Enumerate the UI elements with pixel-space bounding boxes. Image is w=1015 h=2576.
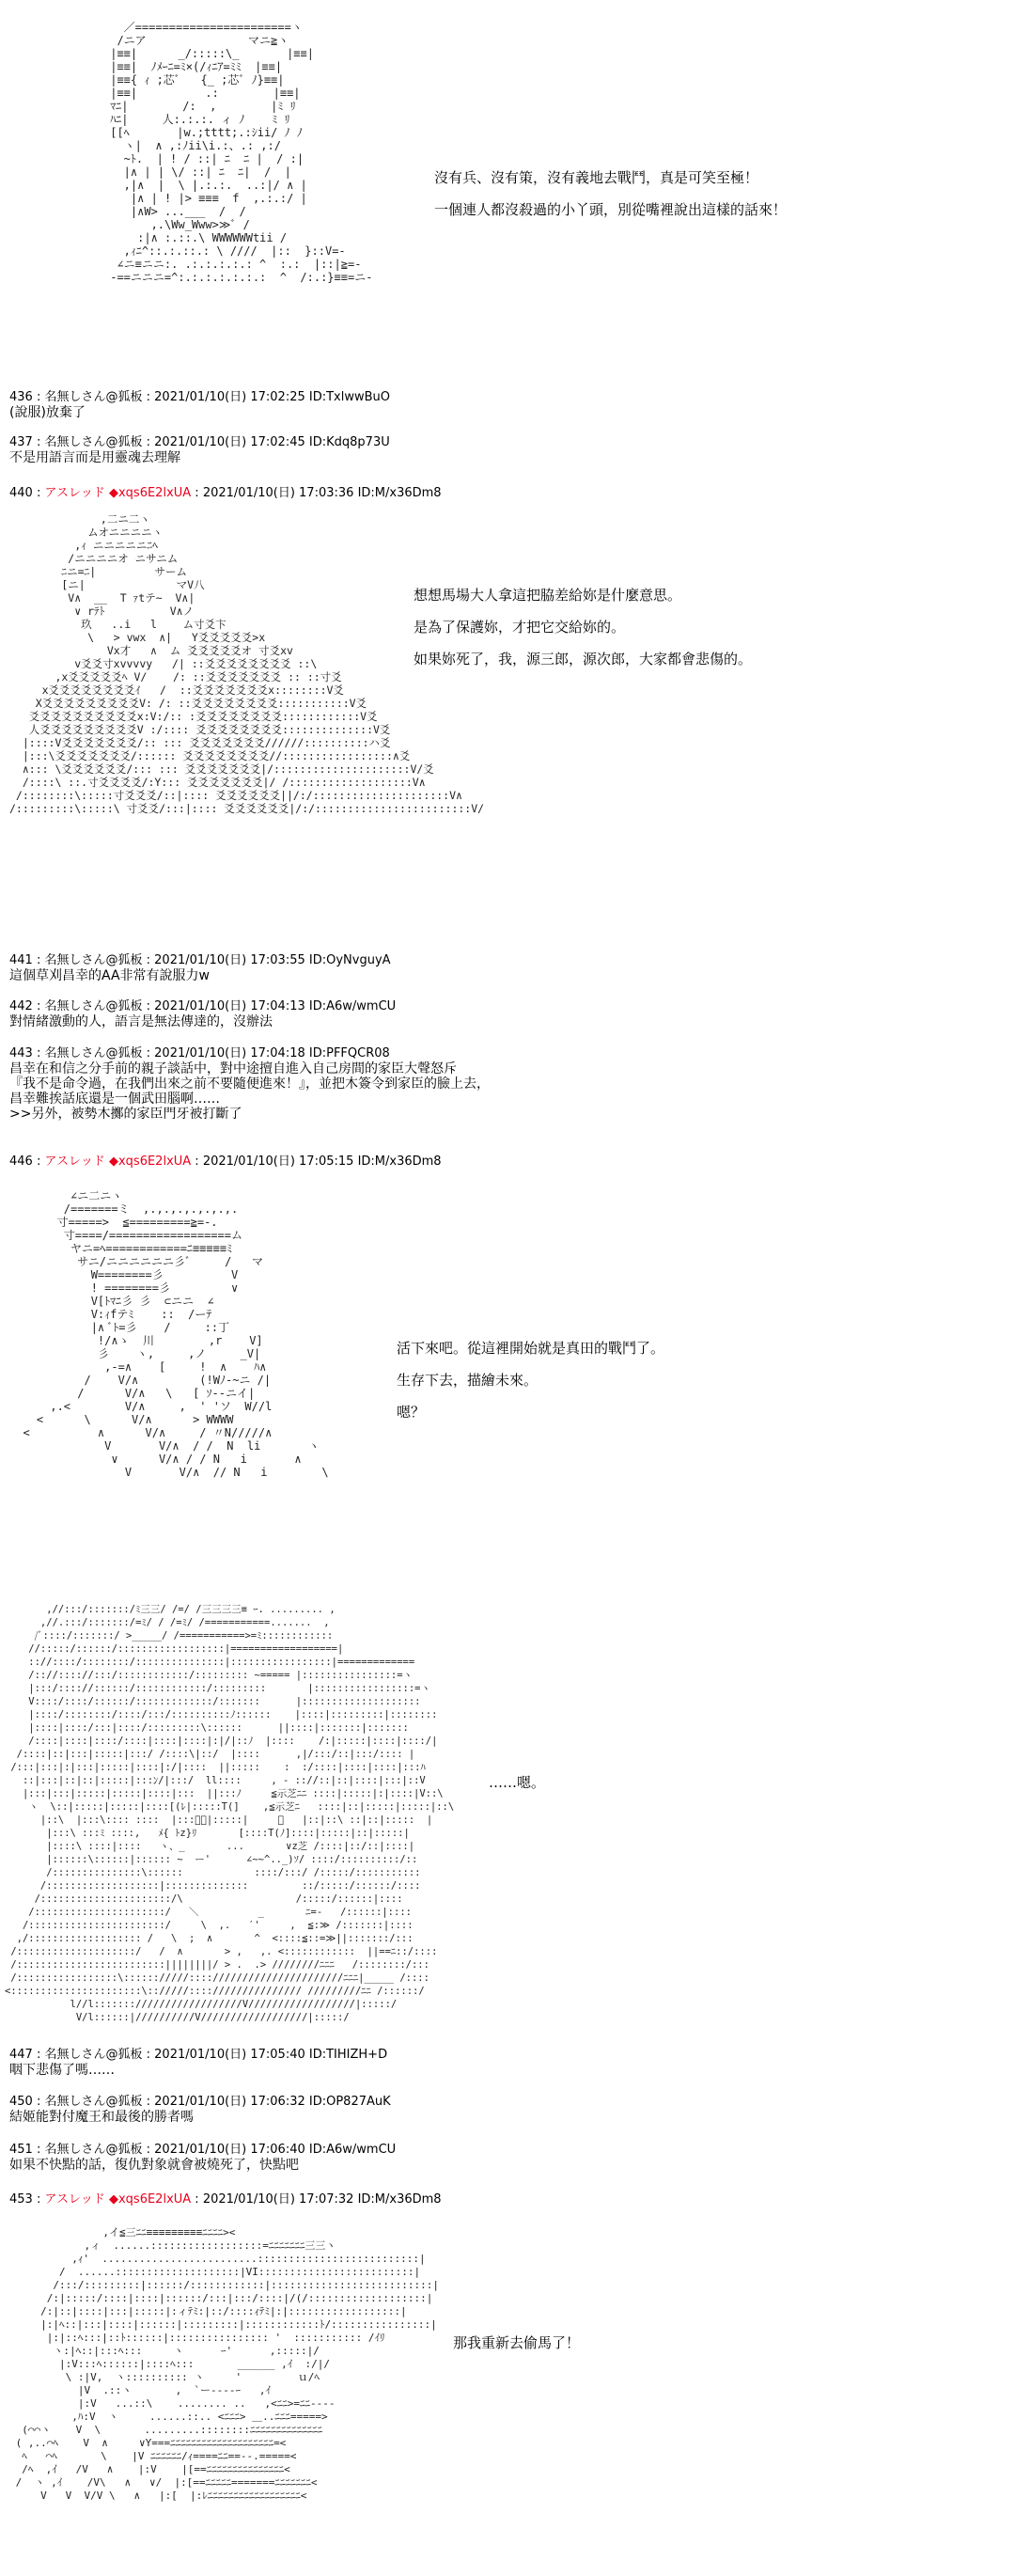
post-header: 443 : 名無しさん@狐板 : 2021/01/10(日) 17:04:18 ID:PFFQCR08 bbox=[9, 1046, 390, 1060]
post-id: ID:M/x36Dm8 bbox=[357, 486, 442, 500]
post-header: 440 : アスレッド ◆xqs6E2lxUA : 2021/01/10(日) 17:03:36 ID:M/x36Dm8 bbox=[9, 486, 442, 500]
art-line: ∠ニ≡ニニ:. .:.:.:.:.: ^ :.: |::|≧=- bbox=[103, 258, 362, 271]
post-body bbox=[9, 968, 391, 983]
art-line: |:V:::ﾍ::::::|::::ﾍ::: ______ ,ｲ :/|/ bbox=[9, 2358, 331, 2370]
art-line: |::::\ ::::|:::: ヽ、_ ... ∨z芝 /::::|::/::|::::| bbox=[5, 1841, 415, 1852]
post-id: ID:TIHIZH+D bbox=[308, 2048, 388, 2062]
speech-line: 沒有兵、沒有策，沒有義地去戰鬥，真是可笑至極！ bbox=[434, 169, 759, 186]
post-header: 441 : 名無しさん@狐板 : 2021/01/10(日) 17:03:55 ID:OyNvguyA bbox=[9, 953, 391, 967]
art-line: W========彡 V bbox=[9, 1268, 239, 1281]
post-name: 名無しさん@狐板 bbox=[44, 1046, 143, 1060]
art-line: /:::::::::::::::\:::::: ::::/:::/ /:::::/::::::::::: bbox=[5, 1867, 421, 1878]
art-line: ∨ V/∧ / / N i ∧ bbox=[9, 1453, 302, 1466]
art-line: /::::::::::::::::::::::/ ＼ _ ﾆ=- /::::::|:::: bbox=[5, 1907, 412, 1918]
art-line: /::::|::|:::|:::::|:::/ /::::\|::/ |:::: ,|/:::/::|:::/:::: | bbox=[5, 1749, 427, 1760]
art-line: ,ｨ' .........................::::::::::::::::::::::::::| bbox=[9, 2253, 426, 2265]
post-body bbox=[9, 450, 390, 465]
art-line: |V .::ヽ , `ー‐---ｰ ,ｲ bbox=[9, 2384, 272, 2396]
art-line: |∧W> ...___ / / bbox=[103, 205, 246, 218]
post-body bbox=[9, 1061, 490, 1122]
post-body bbox=[9, 2110, 391, 2125]
post-body-line: 如果不快點的話，復仇對象就會被燒死了，快點吧 bbox=[9, 2158, 299, 2173]
post-body-line: 這個草刈昌幸的AA非常有說服力w bbox=[9, 968, 210, 983]
art-line: /:::::::::\:::::\ 寸爻爻/:::|:::: 爻爻爻爻爻爻|/:/::::::::::::::::::::::::V/ bbox=[9, 802, 485, 815]
speech-line: 生存下去，描繪未來。 bbox=[397, 1372, 539, 1389]
art-line: ∠ニ二ニヽ bbox=[9, 1189, 123, 1202]
post-442 bbox=[9, 999, 396, 1029]
speech-scene-3 bbox=[397, 1338, 664, 1434]
ascii-art-scene-3 bbox=[9, 1189, 404, 1565]
art-line: \ > vwx ∧| Y爻爻爻爻爻>x bbox=[9, 631, 266, 644]
post-date: 2021/01/10(日) 17:04:18 bbox=[154, 1046, 305, 1060]
art-line: V::::/::::/::::::/:::::::::::::/::::::: |:::::::::::::::::::: bbox=[5, 1696, 421, 1707]
art-line: <::::::::::::::::::::::\:://///:::://///////////// /////////ﾆﾆ /::::::/ bbox=[5, 1986, 425, 1997]
post-number: 447 bbox=[9, 2048, 33, 2062]
art-line: /ﾍ ,ｲ /V ∧ |:V |[==ﾆﾆﾆﾆﾆﾆﾆﾆﾆﾆﾆﾆﾆﾆﾆ< bbox=[9, 2463, 290, 2475]
art-line: V V V/V \ ∧ |:[ |:ﾚﾆﾆﾆﾆﾆﾆﾆﾆﾆﾆﾆﾆﾆﾆﾆﾆﾆﾆ< bbox=[9, 2490, 307, 2502]
post-name: 名無しさん@狐板 bbox=[44, 435, 143, 449]
post-447 bbox=[9, 2048, 387, 2078]
art-line: V:ｨfテﾐ :: /ーﾃ bbox=[9, 1308, 212, 1321]
post-id: ID:OP827AuK bbox=[308, 2095, 391, 2109]
art-line: X爻爻爻爻爻爻爻爻爻V: /: ::爻爻爻爻爻爻爻爻:::::::::::V爻 bbox=[9, 697, 367, 710]
art-line: [ニ| マV八 bbox=[9, 578, 205, 591]
art-line: |::\ |:::\:::: :::: |:::ﾟﾞ|:::::| ＾ |::|::\ ::|::|::::: | bbox=[5, 1814, 433, 1826]
art-line: < \ V/∧ > WWWW bbox=[9, 1413, 234, 1426]
art-line: / ヽ ,ｲ /V\ ∧ ∨/ |:[==ﾆﾆﾆﾆﾆ=======ﾆﾆﾆﾆﾆﾆﾆ< bbox=[9, 2476, 318, 2489]
art-line: ,//.:::/:::::::/=ﾐ/ / /=ﾐ/ /===========....... , bbox=[5, 1617, 330, 1628]
speech-line: 如果妳死了，我，源三郎，源次郎，大家都會悲傷的。 bbox=[414, 651, 753, 668]
art-line: :://::::/::::::::/:::::::::::::::|:::::::::::::::::|============= bbox=[5, 1657, 415, 1668]
art-line: ::|:::|::|::|:::::|:::ﾝ/|:::/ ll:::: , - :://::|::|::::|:::|::V bbox=[5, 1775, 426, 1786]
art-line: ∨ rﾃﾄ V∧ノ bbox=[9, 605, 195, 618]
post-body bbox=[9, 1014, 396, 1029]
post-body bbox=[9, 2063, 387, 2078]
post-header: 437 : 名無しさん@狐板 : 2021/01/10(日) 17:02:45 ID:Kdq8p73U bbox=[9, 435, 390, 449]
post-date: 2021/01/10(日) 17:05:40 bbox=[154, 2048, 305, 2062]
art-line: V V/∧ / / N li ヽ bbox=[9, 1439, 320, 1453]
art-line: ,ﾊ:V ヽ ......::.. <ﾆﾆﾆ> ＿..ﾆﾆﾆ=====> bbox=[9, 2411, 328, 2423]
post-body-line: 昌幸難挨話底還是一個武田腦啊…… bbox=[9, 1092, 220, 1107]
speech-line: 一個連人都沒殺過的小丫頭，別從嘴裡說出這樣的話來！ bbox=[434, 201, 788, 218]
art-line: ,x爻爻爻爻爻ﾍ V/ /: ::爻爻爻爻爻爻爻 :: ::寸爻 bbox=[9, 670, 342, 683]
art-line: l//l::::::://////////////////V//////////////////|:::::/ bbox=[5, 1999, 409, 2010]
art-line: /ニア マニ≧ヽ bbox=[103, 34, 289, 47]
post-name: アスレッド bbox=[44, 486, 105, 500]
art-line: ! ========彡 ∨ bbox=[9, 1281, 239, 1295]
post-body-line: (說服)放棄了 bbox=[9, 405, 86, 420]
speech-line: 那我重新去偷馬了！ bbox=[453, 2334, 581, 2351]
art-line: 彡 ヽ, ,ノ _V| bbox=[9, 1347, 261, 1360]
art-line: /:::::::::::::::::::::::/ \ ,. ′' , ≦:≫ /:::::::|:::: bbox=[5, 1920, 414, 1931]
post-date: 2021/01/10(日) 17:06:40 bbox=[154, 2143, 305, 2157]
post-id: ID:PFFQCR08 bbox=[308, 1046, 390, 1060]
art-line: /:://:::://:::/::::::::::::/::::::::: ~===== |::::::::::::::::=ヽ bbox=[5, 1670, 414, 1681]
post-id: ID:TxlwwBuO bbox=[308, 390, 391, 404]
post-trip: ◆xqs6E2lxUA bbox=[108, 2192, 192, 2207]
art-line: |∧ ﾞﾄ=彡 / ::丁 bbox=[9, 1321, 230, 1334]
art-line: /::::::::\:::::寸爻爻爻/::|:::: 爻爻爻爻爻爻||/:/:::::::::::::::::::::V∧ bbox=[9, 789, 462, 802]
post-date: 2021/01/10(日) 17:04:13 bbox=[154, 999, 305, 1013]
post-443 bbox=[9, 1046, 490, 1122]
art-line: ,ｨ ニニニニニﾆﾍ bbox=[9, 539, 158, 552]
post-446 bbox=[9, 1154, 442, 1170]
post-451 bbox=[9, 2143, 396, 2173]
post-name: 名無しさん@狐板 bbox=[44, 2095, 143, 2109]
art-line: !/∧ゝ 川 ,r V] bbox=[9, 1334, 263, 1347]
post-number: 453 bbox=[9, 2192, 33, 2207]
post-date: 2021/01/10(日) 17:05:15 bbox=[202, 1154, 354, 1169]
art-line: ,ィ ......::::::::::::::::::=ﾆﾆﾆﾆﾆﾆﾆ三三ヽ bbox=[9, 2239, 336, 2252]
post-body bbox=[9, 405, 390, 420]
post-name: 名無しさん@狐板 bbox=[44, 999, 143, 1013]
post-date: 2021/01/10(日) 17:03:55 bbox=[154, 953, 305, 967]
art-line: ,ｨﾆ^::.:.::.: \ //// |:: }::V=- bbox=[103, 244, 346, 258]
post-body-line: 昌幸在和信之分手前的親子談話中，對中途擅自進入自己房間的家臣大聲怒斥 bbox=[9, 1061, 457, 1076]
post-number: 442 bbox=[9, 999, 33, 1013]
art-line: |≡≡| ﾉﾒｰﾆ=ﾐ×(/ｨﾆｱ=ﾐﾐ |≡≡| bbox=[103, 60, 283, 73]
art-line: |:::\爻爻爻爻爻爻爻/:::::: 爻爻爻爻爻爻爻爻//:::::::::::::::::∧爻 bbox=[9, 749, 411, 762]
art-line: |∧ | ! |> ≡≡≡ f ,.:.:/ | bbox=[103, 192, 307, 205]
art-line: /ニニニニオ ニサニム bbox=[9, 552, 179, 565]
art-line: /:::|:::|:|:::|:::::|::::|:/|:::: ||::::: : :/::::|::::|::::|:::ﾊ bbox=[5, 1762, 426, 1773]
art-line: /::::::::::::::::::::::/\ /:::::/::::::|:::: bbox=[5, 1893, 403, 1905]
speech-scene-1 bbox=[434, 167, 787, 231]
post-header: 447 : 名無しさん@狐板 : 2021/01/10(日) 17:05:40 ID:TIHIZH+D bbox=[9, 2048, 388, 2062]
art-line: ﾏﾆ| /: , |ﾐ ﾘ bbox=[103, 100, 296, 113]
post-body-line: 不是用語言而是用靈魂去理解 bbox=[9, 450, 180, 465]
art-line: /:|:::::/::::|::::|::::::/:::|:::/::::|/(/:::::::::::::::::::| bbox=[9, 2292, 433, 2304]
art-line: /::::|::::|::::/::::|::::|::::|:|/|::ﾉ |:::: /:|:::::|::::|::::/| bbox=[5, 1736, 438, 1747]
post-450 bbox=[9, 2095, 391, 2125]
art-line: |::::V爻爻爻爻爻爻爻/:: ::: 爻爻爻爻爻爻爻//////::::::::::ハ爻 bbox=[9, 736, 391, 749]
post-date: 2021/01/10(日) 17:02:25 bbox=[154, 390, 305, 404]
art-line: ﾆニ=ﾆ| サーム bbox=[9, 565, 188, 578]
post-date: 2021/01/10(日) 17:06:32 bbox=[154, 2095, 305, 2109]
art-line: x爻爻爻爻爻爻爻爻ｲ / ::爻爻爻爻爻爻爻x::::::::V爻 bbox=[9, 683, 344, 697]
art-line: < ∧ V/∧ / 〃N/////∧ bbox=[9, 1426, 273, 1439]
post-number: 437 bbox=[9, 435, 33, 449]
art-line: Vx才 ∧ ム 爻爻爻爻爻オ 寸爻xv bbox=[9, 644, 293, 657]
art-line: /::::\ ::.寸爻爻爻爻/:Y::: 爻爻爻爻爻爻爻|/ /:::::::::::::::::::V∧ bbox=[9, 776, 426, 789]
post-number: 451 bbox=[9, 2143, 33, 2157]
post-id: ID:Kdq8p73U bbox=[308, 435, 390, 449]
art-line: (⌒⌒ヽ V \ .........::::::::ﾆﾆﾆﾆﾆﾆﾆﾆﾆﾆﾆﾆﾆﾆ bbox=[9, 2424, 323, 2436]
post-body-line: 結姬能對付魔王和最後的勝者嗎 bbox=[9, 2110, 194, 2125]
art-line: ヽ:|ﾍ::|:::ﾍ::: ヽ ｰ' ,:::::|/ bbox=[9, 2345, 320, 2357]
post-trip: ◆xqs6E2lxUA bbox=[108, 1154, 192, 1169]
post-body-line: 『我不是命令過，在我們出來之前不要隨便進來！』，並把木簽令到家臣的臉上去， bbox=[9, 1076, 490, 1092]
art-line: V∧ __ T ｧtテ~ V∧| bbox=[9, 591, 195, 605]
art-line: ,//:::/:::::::/ﾐ三三/ /=/ /三三三三≡ ｰ. ......... , bbox=[5, 1604, 336, 1615]
post-body-line: 對情緒激動的人，語言是無法傳達的，沒辦法 bbox=[9, 1014, 273, 1029]
art-line: |::::|::::/:::|::::/:::::::::\:::::: ||::::|:::::::|::::::: bbox=[5, 1722, 409, 1734]
post-number: 441 bbox=[9, 953, 33, 967]
art-line: |:V ...::\ ........ .. ,<ﾆﾆ>=ﾆﾆ---- bbox=[9, 2397, 336, 2410]
art-line: / ......::::::::::::::::::::|VI:::::::::::::::::::::::::| bbox=[9, 2266, 421, 2278]
post-436 bbox=[9, 390, 390, 420]
art-line: ヤニ=ﾍ============ﾆ≡≡≡≡≡ﾐ bbox=[9, 1242, 233, 1255]
post-name: 名無しさん@狐板 bbox=[44, 953, 143, 967]
ascii-art-scene-2 bbox=[9, 512, 536, 926]
art-line: /:|::|::::|:::|:::::|:ィﾃﾐ:|::/::::ｨﾃﾐ|:|::::::::::::::::::| bbox=[9, 2305, 407, 2317]
art-line: \ :|V, ヽ:::::::::: ヽ ' ｕ/ﾍ bbox=[9, 2371, 320, 2383]
art-line: /:::/:::::::::|::::::/::::::::::::|::::::::::::::::::::::::::| bbox=[9, 2279, 439, 2291]
art-line: ∧::: \爻爻爻爻爻爻/::: ::: 爻爻爻爻爻爻爻|/:::::::::::::::::::::V/爻 bbox=[9, 762, 434, 776]
post-date: 2021/01/10(日) 17:07:32 bbox=[202, 2192, 354, 2207]
art-line: |::::/::::::::/::::/:::/::::::::::ﾉ:::::: |::::|:::::::::|:::::::: bbox=[5, 1709, 438, 1720]
post-id: ID:OyNvguyA bbox=[308, 953, 391, 967]
post-date: 2021/01/10(日) 17:02:45 bbox=[154, 435, 305, 449]
post-name: 名無しさん@狐板 bbox=[44, 2048, 143, 2062]
art-line: |:::/:::://::::::/::::::::::::/::::::::: |:::::::::::::::::=ヽ bbox=[5, 1683, 431, 1694]
post-header: 446 : アスレッド ◆xqs6E2lxUA : 2021/01/10(日) 17:05:15 ID:M/x36Dm8 bbox=[9, 1154, 442, 1169]
art-line: V V/∧ // N i \ bbox=[9, 1466, 329, 1479]
art-line: / V/∧ (!Wﾉ-~ニ /| bbox=[9, 1374, 272, 1387]
post-453 bbox=[9, 2192, 442, 2207]
art-line: ,二ニ二ヽ bbox=[9, 512, 150, 526]
art-line: ﾊﾆ| 人:.:.:. ィ ﾉ ﾐ ﾘ bbox=[103, 113, 290, 126]
post-header: 453 : アスレッド ◆xqs6E2lxUA : 2021/01/10(日) 17:07:32 ID:M/x36Dm8 bbox=[9, 2192, 442, 2207]
art-line: 寸=====> ≦=========≧=-. bbox=[9, 1216, 218, 1229]
art-line: 寸====/==================ム bbox=[9, 1229, 242, 1242]
art-line: ﾍ ⌒ﾍ \ |V ﾆﾆﾆﾆﾆﾆ/ｨ====ﾆﾆ==--.=====< bbox=[9, 2450, 297, 2462]
art-line: ,/::::::::::::::::::: / \ ; ∧ ^ <::::≦::=≫||:::::::/::: bbox=[5, 1933, 414, 1944]
art-line: サニ/ニニニニニニ彡ﾞ / マ bbox=[9, 1255, 264, 1268]
art-line: |≡≡| _/:::::\_ |≡≡| bbox=[103, 47, 314, 60]
post-name: アスレッド bbox=[44, 2192, 105, 2207]
speech-scene-5 bbox=[453, 2333, 580, 2364]
post-441 bbox=[9, 953, 391, 983]
post-header: 436 : 名無しさん@狐板 : 2021/01/10(日) 17:02:25 ID:TxlwwBuO bbox=[9, 390, 391, 404]
art-line: |:::|:::|:::::|:::::|::::|::: ||:::ﾉ ≦示芝ﾆﾆ ::::|:::::|:|::::|V::\ bbox=[5, 1788, 444, 1799]
post-header: 450 : 名無しさん@狐板 : 2021/01/10(日) 17:06:32 ID:OP827AuK bbox=[9, 2095, 391, 2109]
post-name: アスレッド bbox=[44, 1154, 105, 1169]
art-line: /=======ミ ,.,.,.,.,.,.,. bbox=[9, 1202, 239, 1216]
art-line: //:::::/::::::/::::::::::::::::::|==================| bbox=[5, 1643, 344, 1655]
art-line: ムオニニニニヽ bbox=[9, 526, 164, 539]
art-line: ,イ≦三ﾆﾆ≡≡≡≡≡≡≡≡≡ﾆﾆﾆﾆ>< bbox=[9, 2226, 236, 2238]
art-line: V[ﾄﾏﾆ彡 彡 ⊂ニニ ∠ bbox=[9, 1295, 214, 1308]
art-line: |≡≡| .: |≡≡| bbox=[103, 86, 301, 100]
post-id: ID:M/x36Dm8 bbox=[357, 2192, 442, 2207]
post-id: ID:M/x36Dm8 bbox=[357, 1154, 442, 1169]
post-body-line: >>另外，被勢木擲的家臣門牙被打斷了 bbox=[9, 1107, 242, 1122]
art-line: ,|∧ | \ |.:.:. ..:|/ ∧ | bbox=[103, 179, 307, 192]
post-name: 名無しさん@狐板 bbox=[44, 2143, 143, 2157]
art-line: -==ニニニ=^:.:.:.:.:.:.: ^ /:.:}≡≡=ニ- bbox=[103, 271, 373, 284]
post-body bbox=[9, 2158, 396, 2173]
art-line: ,.< V/∧ , ' 'ソ W//l bbox=[9, 1400, 273, 1413]
post-name: 名無しさん@狐板 bbox=[44, 390, 143, 404]
ascii-art-scene-4 bbox=[5, 1603, 475, 2031]
art-line: ~ﾄ. | ! / ::| ﾆ ﾆ | / :| bbox=[103, 152, 304, 165]
post-date: 2021/01/10(日) 17:03:36 bbox=[202, 486, 354, 500]
art-line: 爻爻爻爻爻爻爻爻爻爻x:V:/:: :爻爻爻爻爻爻爻爻::::::::::::V爻 bbox=[9, 710, 378, 723]
art-line: |≡≡{ ｨ ;芯ﾞ {_ ;芯ﾞ ﾉ}≡≡| bbox=[103, 73, 285, 86]
art-line: |∧ | | \/ ::| ﾆ ﾆ| / | bbox=[103, 165, 291, 179]
speech-scene-4 bbox=[489, 1772, 545, 1804]
speech-line: 活下來吧。從這裡開始就是真田的戰鬥了。 bbox=[397, 1340, 665, 1357]
art-line: :|∧ :.::.\ WWWWWWtii / bbox=[103, 231, 288, 244]
art-line: /:::::::::::::::::\:::::://///:::://////////////////////ﾆﾆﾆ|_____ /:::: bbox=[5, 1972, 429, 1984]
post-header: 451 : 名無しさん@狐板 : 2021/01/10(日) 17:06:40 ID:A6w/wmCU bbox=[9, 2143, 397, 2157]
speech-line: 想想馬場大人拿這把脇差給妳是什麼意思。 bbox=[414, 587, 682, 604]
post-number: 443 bbox=[9, 1046, 33, 1060]
post-body-line: 咽下悲傷了嗎…… bbox=[9, 2063, 115, 2078]
art-line: / V/∧ \ [ ｿ--ニイ| bbox=[9, 1387, 256, 1400]
post-number: 440 bbox=[9, 486, 33, 500]
art-line: ,-=∧ [ ! ∧ ﾊ∧ bbox=[9, 1360, 267, 1374]
art-line: /ﾞ::::/:::::::/ >_____/ /===========>=ﾐ:::::::::::: bbox=[5, 1630, 334, 1641]
art-line: v爻爻寸xvvvvy /| ::爻爻爻爻爻爻爻爻 ::\ bbox=[9, 657, 318, 670]
art-line: /:::::::::::::::::::::::::||||||||/ > . .> ////////ﾆﾆﾆ /::::::::/::: bbox=[5, 1959, 429, 1971]
post-id: ID:A6w/wmCU bbox=[308, 2143, 397, 2157]
ascii-art-scene-1 bbox=[103, 21, 414, 369]
post-number: 436 bbox=[9, 390, 33, 404]
art-line: |:|::ﾍ:::|::ﾄ::::::|:::::::::::::::: ' ::::::::::: /ｲﾘ bbox=[9, 2332, 385, 2344]
post-header: 442 : 名無しさん@狐板 : 2021/01/10(日) 17:04:13 ID:A6w/wmCU bbox=[9, 999, 397, 1013]
speech-line: ……嗯。 bbox=[489, 1774, 546, 1791]
art-line: V/l::::::|//////////V//////////////////|:::::/ bbox=[5, 2012, 350, 2023]
art-line: ヽ \::|:::::|:::::|::::[(ﾚ|:::::T(] ,≦示芝ﾆ ::::|::|:::::|:::::|::\ bbox=[5, 1801, 461, 1813]
speech-line: 是為了保護妳，才把它交給妳的。 bbox=[414, 619, 626, 636]
art-line: ヽ| ∧ ,:ﾉii\i.:、.: ,:/ bbox=[103, 139, 281, 152]
post-id: ID:A6w/wmCU bbox=[308, 999, 397, 1013]
speech-scene-2 bbox=[414, 585, 752, 681]
post-number: 450 bbox=[9, 2095, 33, 2109]
post-437 bbox=[9, 435, 390, 465]
speech-line: 嗯？ bbox=[397, 1404, 426, 1421]
art-line: ( ,..⌒ﾍ V ∧ ∨Y===ﾆﾆﾆﾆﾆﾆﾆﾆﾆﾆﾆﾆﾆﾆﾆﾆﾆﾆﾆﾆ=< bbox=[9, 2437, 287, 2449]
art-line: /::::::::::::::::::::/ / ∧ > , ,. <:::::::::::: ||==ﾆ::/:::: bbox=[5, 1946, 438, 1957]
art-line: 人爻爻爻爻爻爻爻爻爻V :/:::: 爻爻爻爻爻爻爻爻::::::::::::::V爻 bbox=[9, 723, 391, 736]
art-line: [[ﾍ |w.;tttt;.:ｼii/ ﾉ ﾉ bbox=[103, 126, 303, 139]
ascii-art-scene-5 bbox=[9, 2226, 479, 2508]
post-number: 446 bbox=[9, 1154, 33, 1169]
art-line: 玖 ..i l ム寸爻卞 bbox=[9, 618, 226, 631]
post-trip: ◆xqs6E2lxUA bbox=[108, 486, 192, 500]
art-line: ／=======================ヽ bbox=[103, 21, 303, 34]
post-440 bbox=[9, 486, 442, 501]
art-line: |:|ﾍ::|:::|::::|::::::|:::::::::|::::::::::::ﾄ/::::::::::::::::| bbox=[9, 2318, 437, 2331]
art-line: ,.\Ww_Www>≫ﾞ / bbox=[103, 218, 250, 231]
art-line: |::::::\::::::|:::::: ~ ー' ∠~~^.._)ｿ/ ::::/::::::::::/:: bbox=[5, 1854, 418, 1865]
art-line: /:::::::::::::::::::|:::::::::::::: ::/:::::/::::::/:::: bbox=[5, 1880, 421, 1892]
art-line: |:::\ :::ﾐ ::::, ﾒ{ ﾄz}ﾘ [::::T(ﾉ]::::|:::::|::|:::::| bbox=[5, 1828, 410, 1839]
